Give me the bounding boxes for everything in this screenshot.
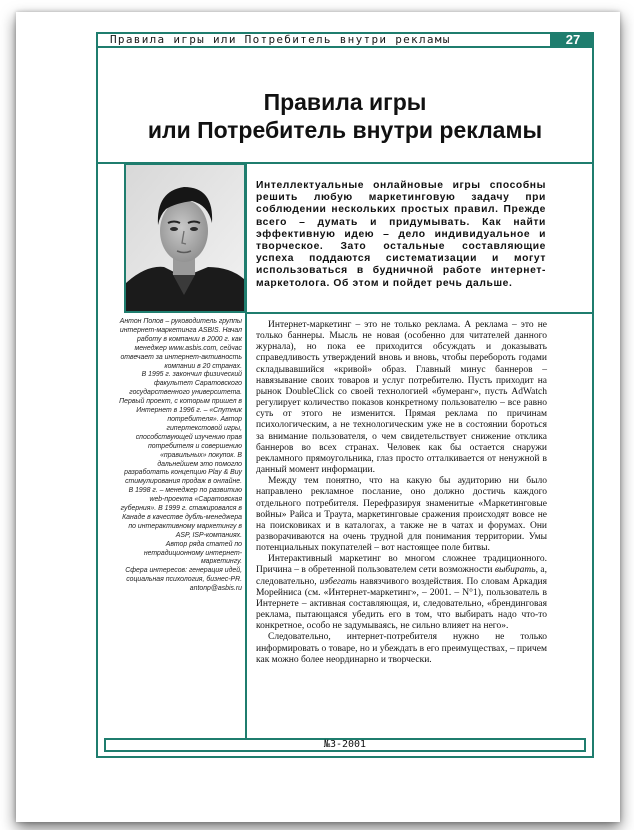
body-paragraph bbox=[256, 554, 547, 632]
bio-paragraph: Автор ряда статей по нетрадиционному интернет-маркетингу. bbox=[143, 540, 242, 566]
lead-divider bbox=[246, 312, 594, 314]
running-header-title: Правила игры или Потребитель внутри рекламы bbox=[110, 33, 451, 46]
article-title bbox=[96, 88, 594, 144]
author-bio-caption bbox=[118, 318, 242, 594]
portrait-image bbox=[126, 165, 244, 311]
title-line-2: или Потребитель внутри рекламы bbox=[147, 117, 543, 143]
emphasis-text: избегать bbox=[319, 576, 357, 587]
author-photo bbox=[124, 163, 246, 313]
body-paragraph: Интернет-маркетинг – это не только реклама. А реклама – это не только баннеры. Мысль не новая (особенно для читателей данного журнала), но пока ее приходится обсуждать и доказывать справедливость утверждений вновь и вновь, чтобы перебороть годами складывавшийся «кривой» образ. Главный минус баннеров – навязывание своих товаров и услуг потребителю. Пусть приходит на рынок DoubleClick со своей технологией «бумеранг», пусть AdWatch регулирует количество показов конкретному пользователю – все равно суть от этого не изменится. Прямая реклама по причинам психологическим, а не технологическим уже не в состоянии бороться за внимание пользователя, о чем свидетельствует снижение отклика баннеров во всех странах. Человек как бы остается снаружи рекламного прямоугольника, глаз просто отталкивается от ненужной в данный момент информации. bbox=[256, 320, 547, 476]
title-line-1: Правила игры bbox=[263, 89, 427, 115]
author-email: antonp@asbis.ru bbox=[189, 585, 242, 593]
bio-paragraph: Сфера интересов: генерация идей, социальная психология, бизнес-PR. bbox=[125, 567, 242, 584]
bio-paragraph: Антон Попов – руководитель группы интернет-маркетинга ASBIS. Начал работу в компании в 2000 г. как менеджер www.asbis.com, сейчас отвечает за интернет-активность компании в 20 странах. bbox=[119, 318, 242, 370]
emphasis-text: выбирать bbox=[494, 565, 536, 576]
bio-paragraph: Первый проект, с которым пришел в Интернет в 1996 г. – «Спутник потребителя». Автор гипертекстовой игры, способствующей изучению прав потребителя и совершению «правильных» покупок. В дальнейшем это помогло разработать концепцию Play & Buy стимулирования продаж в онлайне. bbox=[119, 398, 242, 486]
body-paragraph: Между тем понятно, что на какую бы аудиторию ни было направлено рекламное послание, оно должно достичь каждого отдельного потребителя. Перефразируя знаменитые «Маркетинговые войны» Райса и Траута, маркетинговые сражения происходят вовсе не на поисковиках и в каталогах, а также не в чатах и форумах. Они разворачиваются на очень трудной для понимания территории. Умы потенциальных покупателей – вот настоящее поле битвы. bbox=[256, 476, 547, 554]
body-text-span: навязчивого воздействия. По словам Аркадия Морейнисa (см. «Интернет-маркетинг», – 2001. – N°1), пользователь в Интернете – активная составляющая, и, следовательно, «брендинговая реклама, пытающаяся убедить его в том, что выбирать надо что-то конкретное, особо не задумываясь, не сильно влияет на него». bbox=[256, 576, 547, 632]
article-body bbox=[256, 320, 547, 666]
bio-paragraph: В 1998 г. – менеджер по развитию web-проекта «Саратовская губерния». В 1999 г. стажировался в Канаде в качестве дубль-менеджера по интерактивному маркетингу в ASP, ISP-компаниях. bbox=[120, 487, 242, 539]
body-text-span: , а, следовательно, bbox=[256, 565, 547, 587]
body-text-span: Интерактивный маркетинг во многом сложнее традиционного. Причина – в обретенной пользователем сети возможности bbox=[256, 554, 547, 576]
bio-paragraph: В 1995 г. закончил физический факультет Саратовского государственного университета. bbox=[129, 371, 242, 397]
article-lead: Интеллектуальные онлайновые игры способны решить любую маркетинговую задачу при соблюдении нескольких простых правил. Прежде всего – думать и придумывать. Как найти эффективную идею – дело индивидуальное и творческое. Зато остальные составляющие успеха поддаются систематизации и могут использоваться в будничной работе интернет-маркетолога. Об этом и пойдет речь дальше. bbox=[256, 180, 546, 289]
page-number: 27 bbox=[552, 32, 594, 48]
issue-number: №3-2001 bbox=[323, 739, 367, 750]
body-paragraph: Следовательно, интернет-потребителя нужно не только информировать о товаре, но и убеждать в его преимуществах, – причем как можно более неординарно и творчески. bbox=[256, 632, 547, 665]
